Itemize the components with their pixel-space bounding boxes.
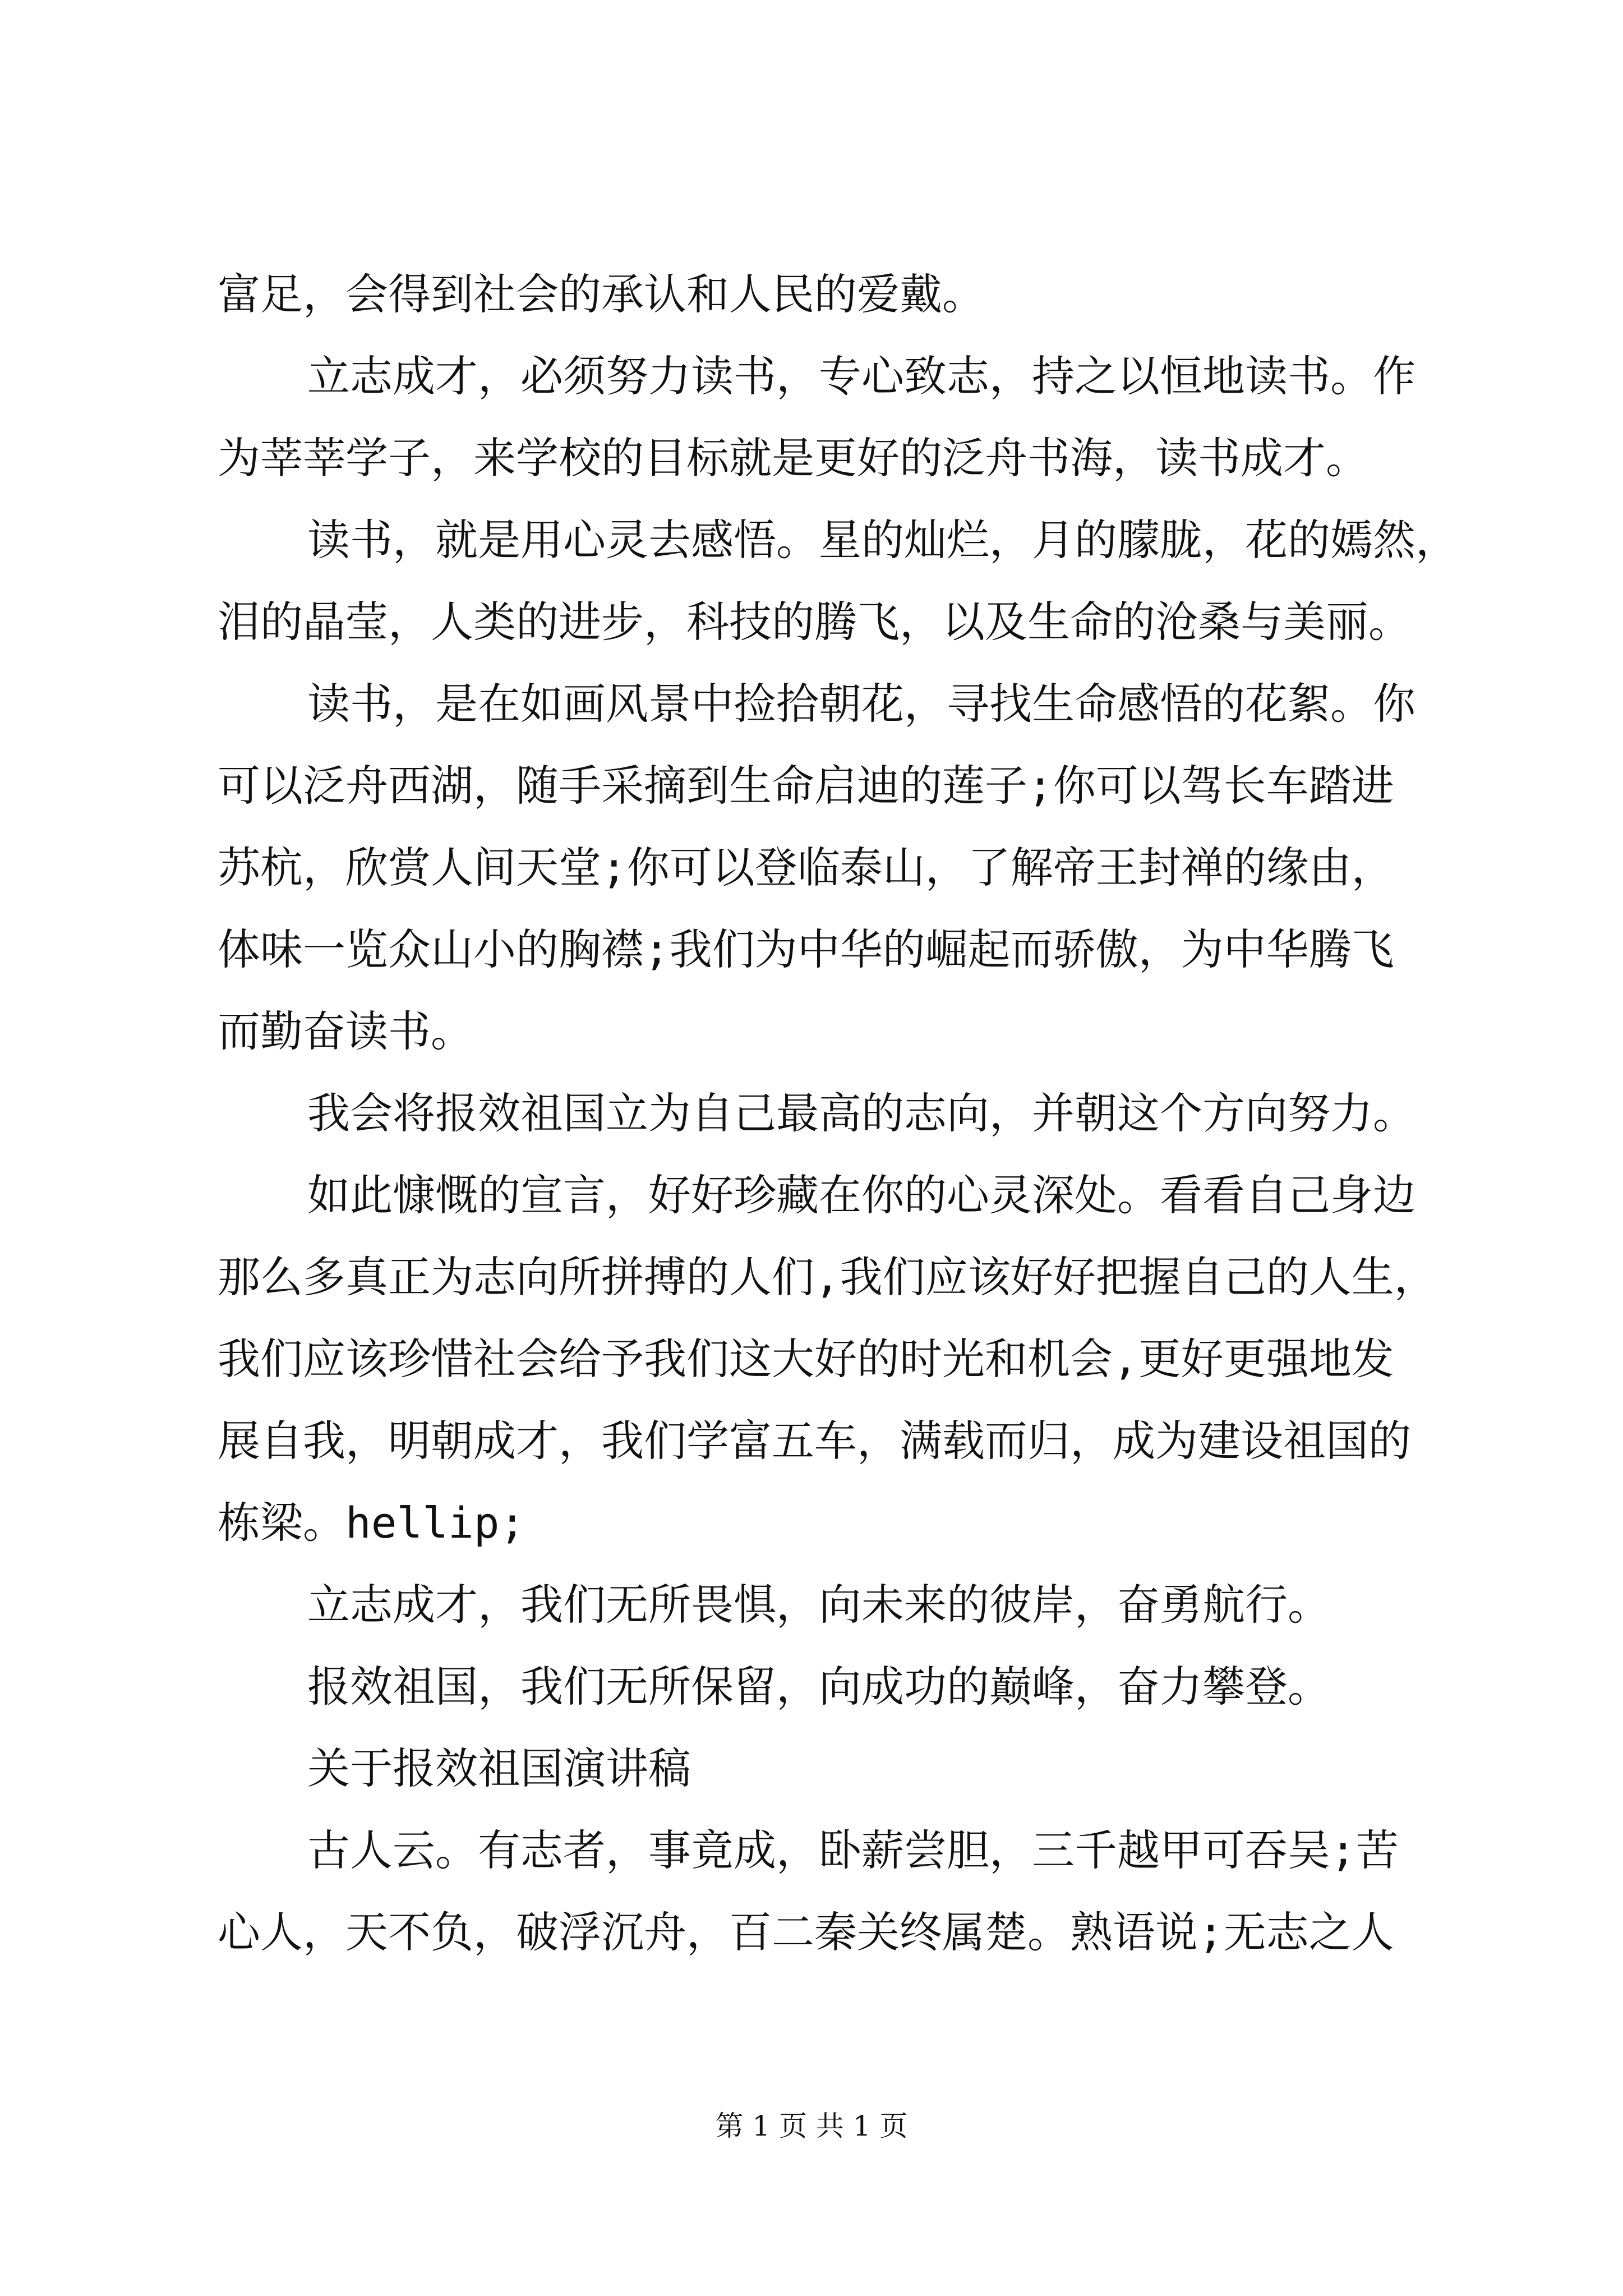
text-line-1: 富足，会得到社会的承认和人民的爱戴。 bbox=[218, 269, 985, 319]
text-line-16: 栋梁。hellip; bbox=[218, 1498, 525, 1548]
text-line-12: 如此慷慨的宣言，好好珍藏在你的心灵深处。看看自己身边 bbox=[307, 1170, 1415, 1220]
page-number-label: 第 1 页 共 1 页 bbox=[715, 2110, 908, 2142]
text-line-13: 那么多真正为志向所拼搏的人们,我们应该好好把握自己的人生， bbox=[218, 1252, 1437, 1302]
text-line-15: 展自我，明朝成才，我们学富五车，满载而归，成为建设祖国的 bbox=[218, 1416, 1411, 1466]
text-line-8: 苏杭，欣赏人间天堂;你可以登临泰山，了解帝王封禅的缘由， bbox=[218, 843, 1394, 892]
text-line-14: 我们应该珍惜社会给予我们这大好的时光和机会,更好更强地发 bbox=[218, 1334, 1394, 1384]
text-line-2: 立志成才，必须努力读书，专心致志，持之以恒地读书。作 bbox=[307, 351, 1415, 401]
text-line-5: 泪的晶莹，人类的进步，科技的腾飞，以及生命的沧桑与美丽。 bbox=[218, 597, 1411, 647]
text-line-4: 读书，就是用心灵去感悟。星的灿烂，月的朦胧，花的嫣然， bbox=[307, 515, 1458, 565]
text-line-11: 我会将报效祖国立为自己最高的志向，并朝这个方向努力。 bbox=[307, 1088, 1415, 1138]
text-line-17: 立志成才，我们无所畏惧，向未来的彼岸，奋勇航行。 bbox=[307, 1580, 1330, 1630]
document-body bbox=[218, 254, 1458, 1973]
text-line-21: 心人，天不负，破浮沉舟，百二秦关终属楚。熟语说;无志之人 bbox=[218, 1907, 1394, 1957]
text-line-6: 读书，是在如画风景中捡拾朝花，寻找生命感悟的花絮。你 bbox=[307, 679, 1415, 729]
page-footer bbox=[0, 2106, 1623, 2146]
text-line-7: 可以泛舟西湖，随手采摘到生命启迪的莲子;你可以驾长车踏进 bbox=[218, 761, 1394, 811]
text-line-18: 报效祖国，我们无所保留，向成功的巅峰，奋力攀登。 bbox=[307, 1662, 1330, 1711]
text-line-9: 体味一览众山小的胸襟;我们为中华的崛起而骄傲，为中华腾飞 bbox=[218, 924, 1394, 974]
text-line-10: 而勤奋读书。 bbox=[218, 1006, 473, 1056]
text-line-3: 为莘莘学子，来学校的目标就是更好的泛舟书海，读书成才。 bbox=[218, 433, 1368, 483]
text-line-20: 古人云。有志者，事竟成，卧薪尝胆，三千越甲可吞吴;苦 bbox=[307, 1825, 1399, 1875]
section-heading: 关于报效祖国演讲稿 bbox=[307, 1743, 691, 1793]
